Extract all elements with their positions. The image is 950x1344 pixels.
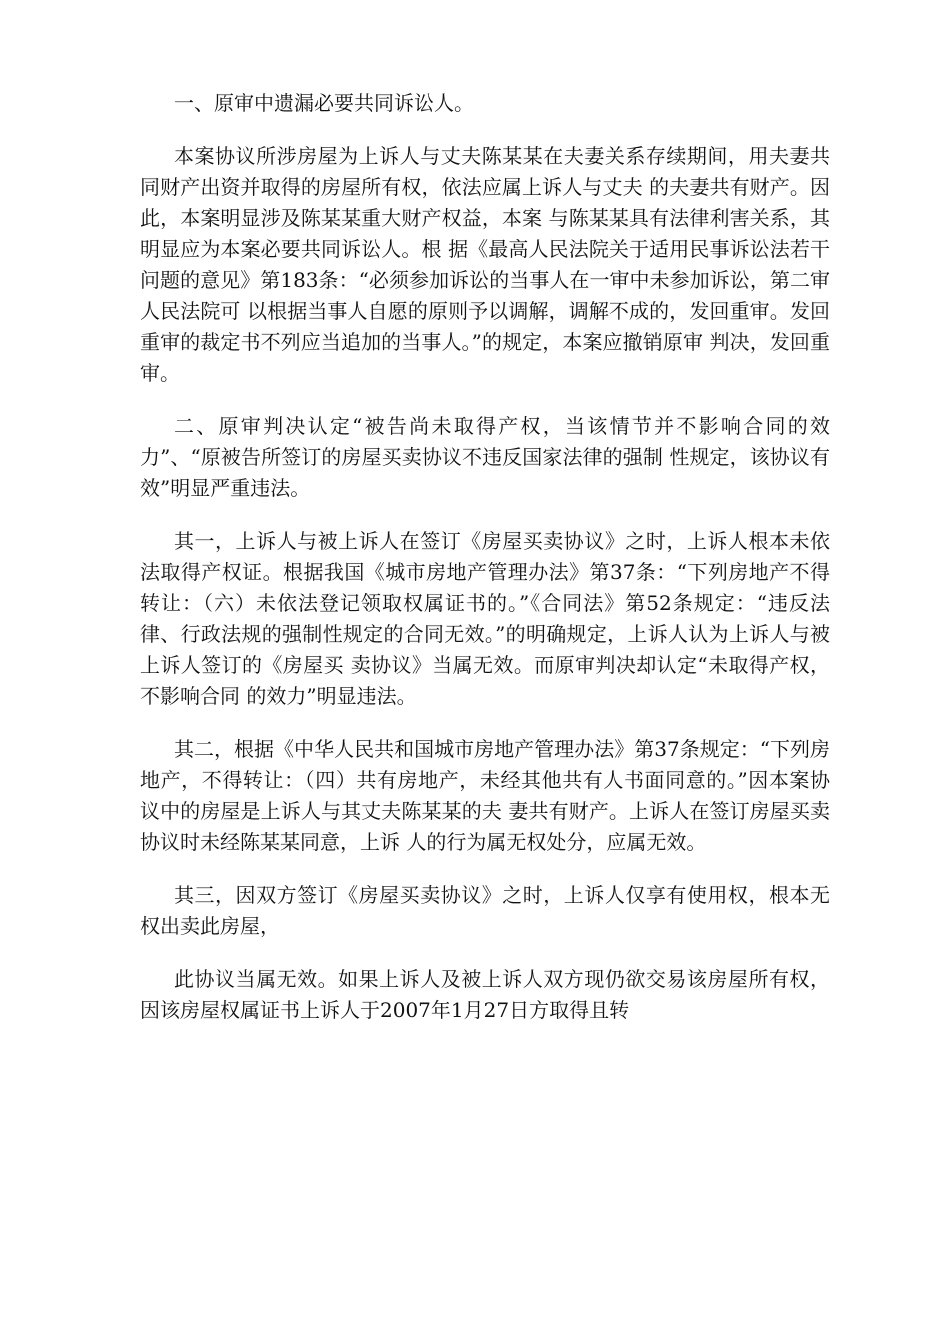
paragraph-2: 其一，上诉人与被上诉人在签订《房屋买卖协议》之时，上诉人根本未依法取得产权证。根据我国《城市房地产管理办法》第37条：“下列房地产不得转让：（六）未依法登记领取权属证书的。”《合同法》第52条规定：“违反法律、行政法规的强制性规定的合同无效。”的明确规定，上诉人认为上诉人与被上诉人签订的《房屋买 卖协议》当属无效。而原审判决却认定“未取得产权，不影响合同 的效力”明显违法。 [140, 529, 830, 708]
paragraph-4: 其三，因双方签订《房屋买卖协议》之时，上诉人仅享有使用权，根本无权出卖此房屋， [140, 883, 830, 938]
paragraph-5: 此协议当属无效。如果上诉人及被上诉人双方现仍欲交易该房屋所有权，因该房屋权属证书上诉人于2007年1月27日方取得且转 [140, 967, 830, 1022]
paragraph-3: 其二，根据《中华人民共和国城市房地产管理办法》第37条规定：“下列房地产，不得转让：（四）共有房地产，未经其他共有人书面同意的。”因本案协议中的房屋是上诉人与其丈夫陈某某的夫 妻共有财产。上诉人在签订房屋买卖协议时未经陈某某同意，上诉 人的行为属无权处分，应属无效。 [140, 737, 830, 854]
paragraph-heading-2: 二、原审判决认定“被告尚未取得产权，当该情节并不影响合同的效力”、“原被告所签订的房屋买卖协议不违反国家法律的强制 性规定，该协议有效”明显严重违法。 [140, 414, 830, 500]
paragraph-heading-1: 一、原审中遗漏必要共同诉讼人。 [174, 91, 474, 115]
paragraph-1: 本案协议所涉房屋为上诉人与丈夫陈某某在夫妻关系存续期间，用夫妻共同财产出资并取得的房屋所有权，依法应属上诉人与丈夫 的夫妻共有财产。因此，本案明显涉及陈某某重大财产权益，本案 与陈某某具有法律利害关系，其明显应为本案必要共同诉讼人。根 据《最高人民法院关于适用民事诉讼法若干问题的意见》第183条：“必须参加诉讼的当事人在一审中未参加诉讼，第二审人民法院可 以根据当事人自愿的原则予以调解，调解不成的，发回重审。发回 重审的裁定书不列应当追加的当事人。”的规定，本案应撤销原审 判决，发回重审。 [140, 144, 830, 385]
document-body [140, 88, 830, 1048]
